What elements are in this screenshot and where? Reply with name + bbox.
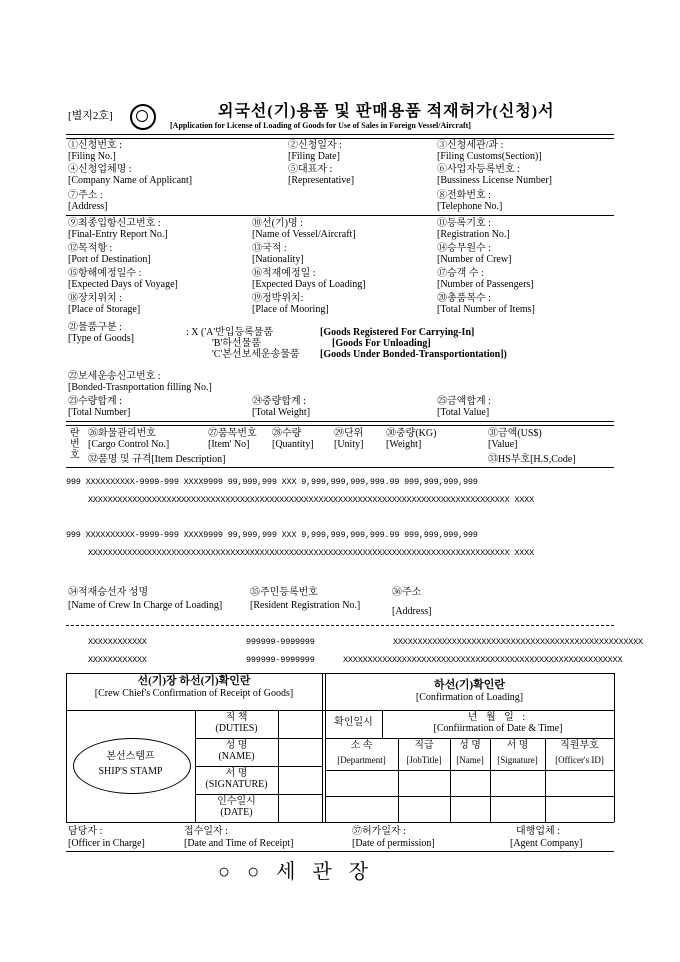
crew-address-label: ㊱주소 bbox=[392, 587, 422, 598]
total-number-label: ㉓수량합계 : bbox=[68, 396, 122, 407]
final-entry-label: ⑨최종입항신고번호 : bbox=[68, 218, 161, 229]
quantity-label-en: [Quantity] bbox=[272, 439, 314, 450]
item-description-label: ㉜품명 및 규격[Item Description] bbox=[88, 454, 226, 465]
business-license-label: ⑥사업자등록번호 : bbox=[437, 164, 520, 175]
telephone-label-en: [Telephone No.] bbox=[437, 201, 503, 212]
signature-label-en: (SIGNATURE) bbox=[205, 779, 268, 790]
filing-no-label-en: [Filing No.] bbox=[68, 151, 116, 162]
loading-days-label-en: [Expected Days of Loading] bbox=[252, 279, 366, 290]
cargo-control-label: ㉖화물관리번호 bbox=[88, 428, 156, 439]
item-row-2-line2: XXXXXXXXXXXXXXXXXXXXXXXXXXXXXXXXXXXXXXXXXXXXXXXXXXXXXXXXXXXXXXXXXXXXXXXXXXXXXXXXXXXXXX XXXX bbox=[88, 548, 534, 558]
vessel-name-label-en: [Name of Vessel/Aircraft] bbox=[252, 229, 356, 240]
mooring-label: ⑲정박위치: bbox=[252, 293, 304, 304]
final-entry-label-en: [Final-Entry Report No.] bbox=[68, 229, 168, 240]
job-title-label: 직급 bbox=[414, 740, 434, 751]
date-fields: 년 월 일 : bbox=[467, 712, 529, 723]
storage-label: ⑱장치위치 : bbox=[68, 293, 122, 304]
lan-char-1: 란 bbox=[70, 428, 80, 439]
crew-name-label: ㉞적재승선자 성명 bbox=[68, 587, 149, 598]
total-value-label: ㉕금액합계 : bbox=[437, 396, 491, 407]
date-fields-en: [Confiirmation of Date & Time] bbox=[433, 723, 563, 734]
bonded-label-en: [Bonded-Trasnportation filling No.] bbox=[68, 382, 212, 393]
job-title-label-en: [JobTitle] bbox=[406, 755, 442, 765]
crew-row-1-name: XXXXXXXXXXXX bbox=[88, 637, 147, 647]
duties-label: 직 책 bbox=[225, 712, 248, 723]
signature-label: 서 명 bbox=[225, 768, 248, 779]
loading-days-label: ⑯적재예정일 : bbox=[252, 268, 316, 279]
nationality-label: ⑬국적 : bbox=[252, 243, 287, 254]
loading-confirm-title: 하선(기)확인란 bbox=[433, 679, 506, 691]
rrn-label-en: [Resident Registration No.] bbox=[250, 600, 361, 611]
total-number-label-en: [Total Number] bbox=[68, 407, 131, 418]
value-label: ㉛금액(US$) bbox=[488, 428, 542, 439]
hs-code-label: ㉝HS부호[H.S,Code] bbox=[488, 454, 576, 465]
goods-type-option-b-en: [Goods For Unloading] bbox=[332, 338, 431, 349]
lan-char-2: 번 bbox=[70, 439, 80, 450]
registration-label: ⑪등록기호 : bbox=[437, 218, 491, 229]
mooring-label-en: [Place of Mooring] bbox=[252, 304, 329, 315]
address-label-en: [Address] bbox=[68, 201, 108, 212]
passengers-label: ⑰승객 수 : bbox=[437, 268, 484, 279]
representative-label: ⑤대표자 : bbox=[288, 164, 333, 175]
department-label: 소 속 bbox=[350, 740, 373, 751]
permission-date-label-en: [Date of permission] bbox=[352, 838, 435, 849]
goods-type-option-a: : X ('A'반입등록물품 bbox=[186, 327, 274, 338]
loading-confirm-title-en: [Confirmation of Loading] bbox=[415, 692, 524, 703]
nationality-label-en: [Nationality] bbox=[252, 254, 304, 265]
weight-label: ㉚중량(KG) bbox=[386, 428, 437, 439]
total-weight-label: ㉔중량합계 : bbox=[252, 396, 306, 407]
total-weight-label-en: [Total Weight] bbox=[252, 407, 311, 418]
form-title: 외국선(기)용품 및 판매용품 적재허가(신청)서 bbox=[218, 103, 555, 120]
cargo-control-label-en: [Cargo Control No.] bbox=[88, 439, 170, 450]
item-no-label-en: [Item' No] bbox=[208, 439, 250, 450]
receipt-date-label: 접수일자 : bbox=[184, 826, 228, 837]
unit-label-en: [Unity] bbox=[334, 439, 364, 450]
item-no-label: ㉗품목번호 bbox=[208, 428, 257, 439]
crew-name-label-en: [Name of Crew In Charge of Loading] bbox=[68, 600, 223, 611]
officer-signature-label-en: [Signature] bbox=[497, 755, 538, 765]
name-label-en: (NAME) bbox=[218, 751, 255, 762]
goods-type-option-a-en: [Goods Registered For Carrying-In] bbox=[320, 327, 475, 338]
customs-office-head: ○ ○ 세 관 장 bbox=[218, 861, 375, 883]
officer-label: 담당자 : bbox=[68, 826, 103, 837]
passengers-label-en: [Number of Passengers] bbox=[437, 279, 534, 290]
goods-type-option-c-en: [Goods Under Bonded-Transportiontation]) bbox=[320, 349, 507, 360]
crew-number-label: ⑭승무원수 : bbox=[437, 243, 491, 254]
permission-date-label: ㊲허가일자 : bbox=[352, 826, 406, 837]
goods-type-option-c: 'C'본선보세운송물품 bbox=[212, 349, 300, 360]
confirm-datetime-label: 확인일시 bbox=[334, 717, 373, 728]
form-number: [별지2호] bbox=[68, 110, 113, 122]
item-row-1-line2: XXXXXXXXXXXXXXXXXXXXXXXXXXXXXXXXXXXXXXXXXXXXXXXXXXXXXXXXXXXXXXXXXXXXXXXXXXXXXXXXXXXXXX XXXX bbox=[88, 495, 534, 505]
customs-emblem-icon bbox=[130, 104, 156, 130]
officer-signature-label: 서 명 bbox=[506, 740, 529, 751]
quantity-label: ㉘수량 bbox=[272, 428, 302, 439]
goods-type-label: ㉑물품구분 : bbox=[68, 322, 122, 333]
vessel-name-label: ⑩선(기)명 : bbox=[252, 218, 303, 229]
filing-date-label-en: [Filing Date] bbox=[288, 151, 340, 162]
form-title-en: [Application for License of Loading of Goods for Use of Sales in Foreign Vessel/Aircraft] bbox=[170, 121, 471, 130]
telephone-label: ⑧전화번호 : bbox=[437, 190, 491, 201]
filing-date-label: ②신청일자 : bbox=[288, 140, 342, 151]
filing-customs-label: ③신청세관/과 : bbox=[437, 140, 504, 151]
item-row-2-line1: 999 XXXXXXXXXX-9999-999 XXXX9999 99,999,999 XXX 9,999,999,999,999.99 999,999,999,999 bbox=[66, 530, 478, 540]
name-label: 성 명 bbox=[225, 740, 248, 751]
bonded-label: ㉒보세운송신고번호 : bbox=[68, 371, 161, 382]
department-label-en: [Department] bbox=[337, 755, 386, 765]
storage-label-en: [Place of Storage] bbox=[68, 304, 141, 315]
goods-type-label-en: [Type of Goods] bbox=[68, 333, 134, 344]
registration-label-en: [Registration No.] bbox=[437, 229, 510, 240]
agent-label-en: [Agent Company] bbox=[510, 838, 583, 849]
item-row-1-line1: 999 XXXXXXXXXX-9999-999 XXXX9999 99,999,999 XXX 9,999,999,999,999.99 999,999,999,999 bbox=[66, 477, 478, 487]
voyage-days-label-en: [Expected Days of Voyage] bbox=[68, 279, 178, 290]
filing-customs-label-en: [Filing Customs(Section)] bbox=[437, 151, 542, 162]
company-name-label-en: [Company Name of Applicant] bbox=[68, 175, 193, 186]
voyage-days-label: ⑮항해예정일수 : bbox=[68, 268, 142, 279]
goods-type-option-b: 'B'하선물품 bbox=[212, 338, 261, 349]
total-items-label: ⑳총품목수 : bbox=[437, 293, 491, 304]
crew-address-label-en: [Address] bbox=[392, 606, 432, 617]
crew-confirm-title: 선(기)장 하선(기)확인란 bbox=[137, 675, 251, 687]
address-label: ⑦주소 : bbox=[68, 190, 103, 201]
crew-row-1-address: XXXXXXXXXXXXXXXXXXXXXXXXXXXXXXXXXXXXXXXXXXXXXXXXXXX bbox=[393, 637, 643, 647]
officer-id-label-en: [Officer's ID] bbox=[555, 755, 604, 765]
total-items-label-en: [Total Number of Items] bbox=[437, 304, 535, 315]
received-date-label-en: (DATE) bbox=[220, 807, 253, 818]
representative-label-en: [Representative] bbox=[288, 175, 355, 186]
receipt-date-label-en: [Date and Time of Receipt] bbox=[184, 838, 294, 849]
crew-row-2-name: XXXXXXXXXXXX bbox=[88, 655, 147, 665]
weight-label-en: [Weight] bbox=[386, 439, 422, 450]
value-label-en: [Value] bbox=[488, 439, 518, 450]
destination-label-en: [Port of Destination] bbox=[68, 254, 151, 265]
filing-no-label: ①신청번호 : bbox=[68, 140, 122, 151]
unit-label: ㉙단위 bbox=[334, 428, 364, 439]
officer-name-label: 성 명 bbox=[459, 740, 481, 751]
crew-number-label-en: [Number of Crew] bbox=[437, 254, 512, 265]
destination-label: ⑫목적항 : bbox=[68, 243, 113, 254]
company-name-label: ④신청업체명 : bbox=[68, 164, 132, 175]
received-date-label: 인수일시 bbox=[217, 796, 256, 807]
crew-row-2-address: XXXXXXXXXXXXXXXXXXXXXXXXXXXXXXXXXXXXXXXXXXXXXXXXXXXXXXXXX bbox=[343, 655, 623, 665]
total-value-label-en: [Total Value] bbox=[437, 407, 490, 418]
lan-char-3: 호 bbox=[70, 450, 80, 461]
officer-name-label-en: [Name] bbox=[456, 755, 484, 765]
crew-row-2-rrn: 999999-9999999 bbox=[246, 655, 315, 665]
crew-confirm-title-en: [Crew Chief's Confirmation of Receipt of Goods] bbox=[94, 688, 294, 699]
ship-stamp-label-en: SHIP'S STAMP bbox=[98, 766, 163, 777]
officer-label-en: [Officer in Charge] bbox=[68, 838, 145, 849]
officer-id-label: 직원부호 bbox=[560, 740, 599, 751]
business-license-label-en: [Bussiness License Number] bbox=[437, 175, 552, 186]
duties-label-en: (DUTIES) bbox=[215, 723, 258, 734]
crew-row-1-rrn: 999999-9999999 bbox=[246, 637, 315, 647]
agent-label: 대행업체 : bbox=[516, 826, 560, 837]
ship-stamp-label: 본선스템프 bbox=[106, 751, 155, 762]
rrn-label: ㉟주민등록번호 bbox=[250, 587, 318, 598]
